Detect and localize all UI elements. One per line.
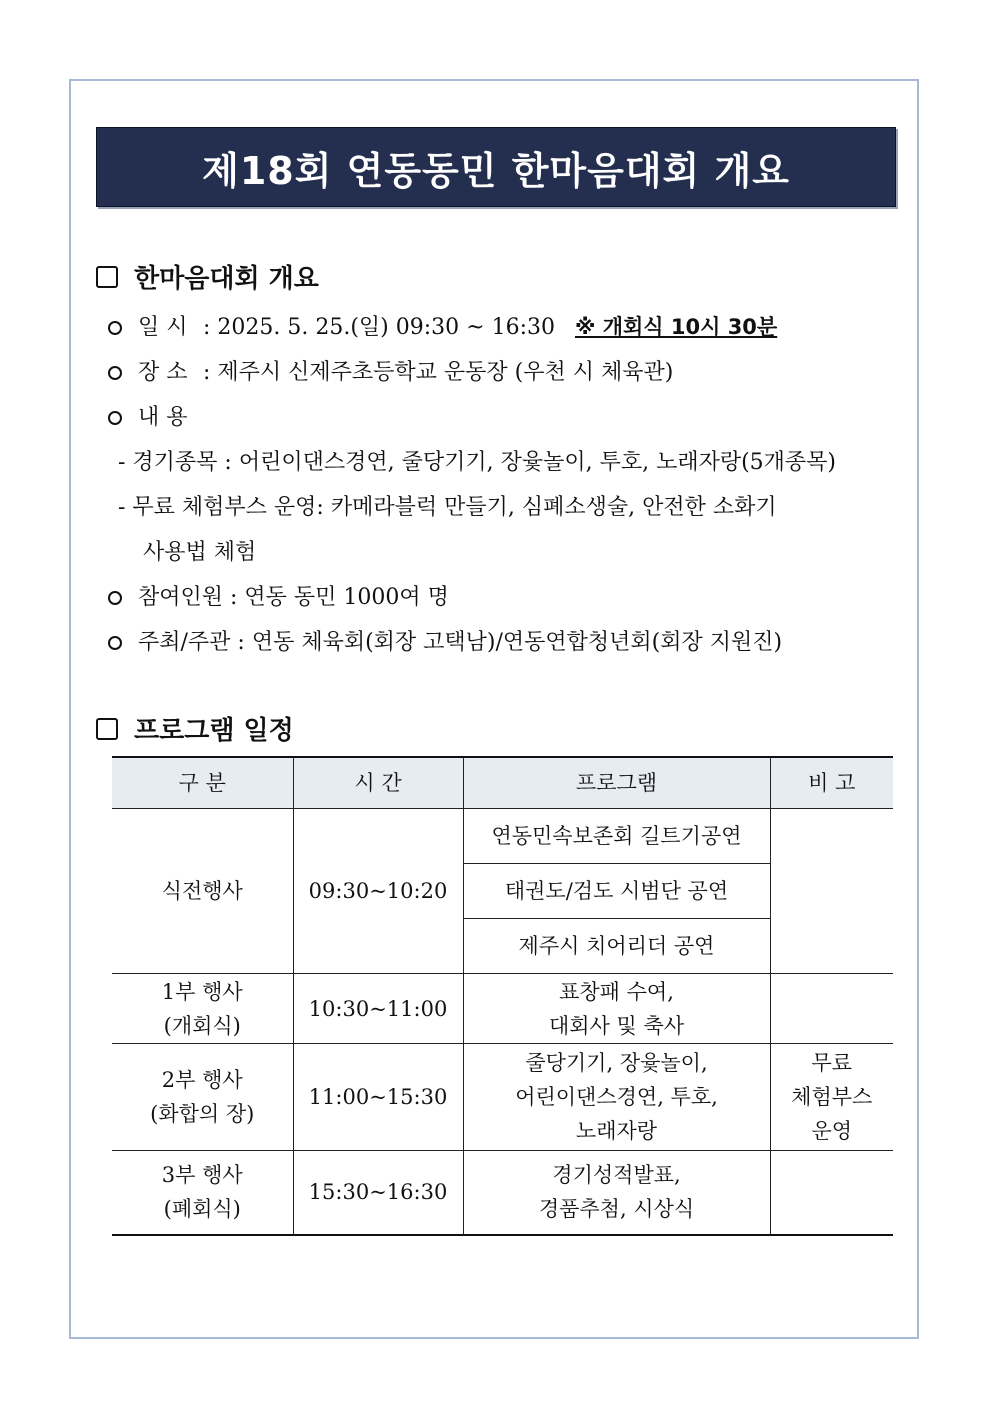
time-cell: 10:30~11:00: [293, 974, 463, 1044]
program-line: 노래자랑: [575, 1119, 658, 1143]
participants-text: 참여인원 : 연동 동민 1000여 명: [138, 585, 449, 610]
program-line: 표창패 수여,: [559, 979, 674, 1004]
content-item-booth: - 무료 체험부스 운영: 카메라블럭 만들기, 심폐소생술, 안전한 소화기: [118, 495, 777, 520]
category-line: 2부 행사: [161, 1068, 243, 1092]
circle-bullet-icon: [108, 321, 122, 335]
content-row: [108, 400, 188, 431]
program-cell: [463, 1044, 770, 1151]
content-item-booth-cont: 사용법 체험: [143, 540, 257, 565]
category-line: (폐회식): [163, 1197, 241, 1222]
note-cell: [770, 974, 893, 1044]
square-bullet-icon: [96, 266, 118, 288]
content-label: 내 용: [138, 405, 188, 430]
circle-bullet-icon: [108, 591, 122, 605]
program-line: 경품추첨, 시상식: [538, 1197, 695, 1222]
category-line: 3부 행사: [161, 1163, 243, 1188]
program-cell: 연동민속보존회 길트기공연: [463, 809, 770, 864]
page-title: 제18회 연동동민 한마음대회 개요: [96, 127, 896, 207]
date-note: ※ 개회식 10시 30분: [574, 315, 778, 339]
place-label: 장 소: [138, 360, 188, 385]
time-cell: 11:00~15:30: [293, 1044, 463, 1151]
participants-row: [108, 580, 449, 611]
column-header: 시 간: [293, 757, 463, 809]
program-cell: 태권도/검도 시범단 공연: [463, 864, 770, 919]
column-header: 비 고: [770, 757, 893, 809]
program-cell: [463, 1151, 770, 1235]
category-cell: [112, 974, 293, 1044]
note-cell: [770, 1151, 893, 1235]
program-line: 경기성적발표,: [552, 1163, 681, 1188]
time-cell: 15:30~16:30: [293, 1151, 463, 1235]
section-heading-overview: [96, 258, 319, 295]
category-line: (화합의 장): [150, 1102, 255, 1126]
category-line: 1부 행사: [161, 979, 243, 1004]
program-cell: 제주시 치어리더 공연: [463, 919, 770, 974]
date-label: 일 시: [138, 315, 188, 340]
time-cell: 09:30~10:20: [293, 809, 463, 974]
table-row: [112, 809, 893, 864]
section-title: 프로그램 일정: [134, 716, 294, 746]
category-cell: [112, 1151, 293, 1235]
host-row: [108, 625, 782, 656]
note-line: 운영: [811, 1119, 853, 1143]
content-item-events: - 경기종목 : 어린이댄스경연, 줄당기기, 장윷놀이, 투호, 노래자랑(5개종목): [118, 450, 836, 475]
category-cell: [112, 1044, 293, 1151]
note-line: 무료: [811, 1051, 853, 1075]
program-cell: [463, 974, 770, 1044]
date-value: : 2025. 5. 25.(일) 09:30 ~ 16:30: [203, 315, 555, 340]
note-line: 체험부스: [791, 1085, 873, 1109]
column-header: 프로그램: [463, 757, 770, 809]
column-header: 구 분: [112, 757, 293, 809]
place-value: : 제주시 신제주초등학교 운동장 (우천 시 체육관): [203, 360, 674, 385]
program-schedule-table: [112, 756, 893, 1236]
category-cell: 식전행사: [112, 809, 293, 974]
note-cell: [770, 1044, 893, 1151]
table-row: [112, 1151, 893, 1235]
square-bullet-icon: [96, 718, 118, 740]
date-row: [108, 310, 777, 341]
program-line: 어린이댄스경연, 투호,: [515, 1085, 718, 1109]
section-heading-program: [96, 710, 294, 747]
table-row: [112, 1044, 893, 1151]
program-line: 대회사 및 축사: [548, 1013, 685, 1038]
host-text: 주최/주관 : 연동 체육회(회장 고택남)/연동연합청년회(회장 지원진): [138, 630, 783, 655]
table-row: [112, 974, 893, 1044]
category-line: (개회식): [163, 1013, 241, 1038]
note-cell: [770, 809, 893, 974]
place-row: [108, 355, 673, 386]
circle-bullet-icon: [108, 366, 122, 380]
circle-bullet-icon: [108, 636, 122, 650]
table-header-row: [112, 757, 893, 809]
circle-bullet-icon: [108, 411, 122, 425]
section-title: 한마음대회 개요: [134, 264, 319, 294]
program-line: 줄당기기, 장윷놀이,: [525, 1051, 708, 1075]
